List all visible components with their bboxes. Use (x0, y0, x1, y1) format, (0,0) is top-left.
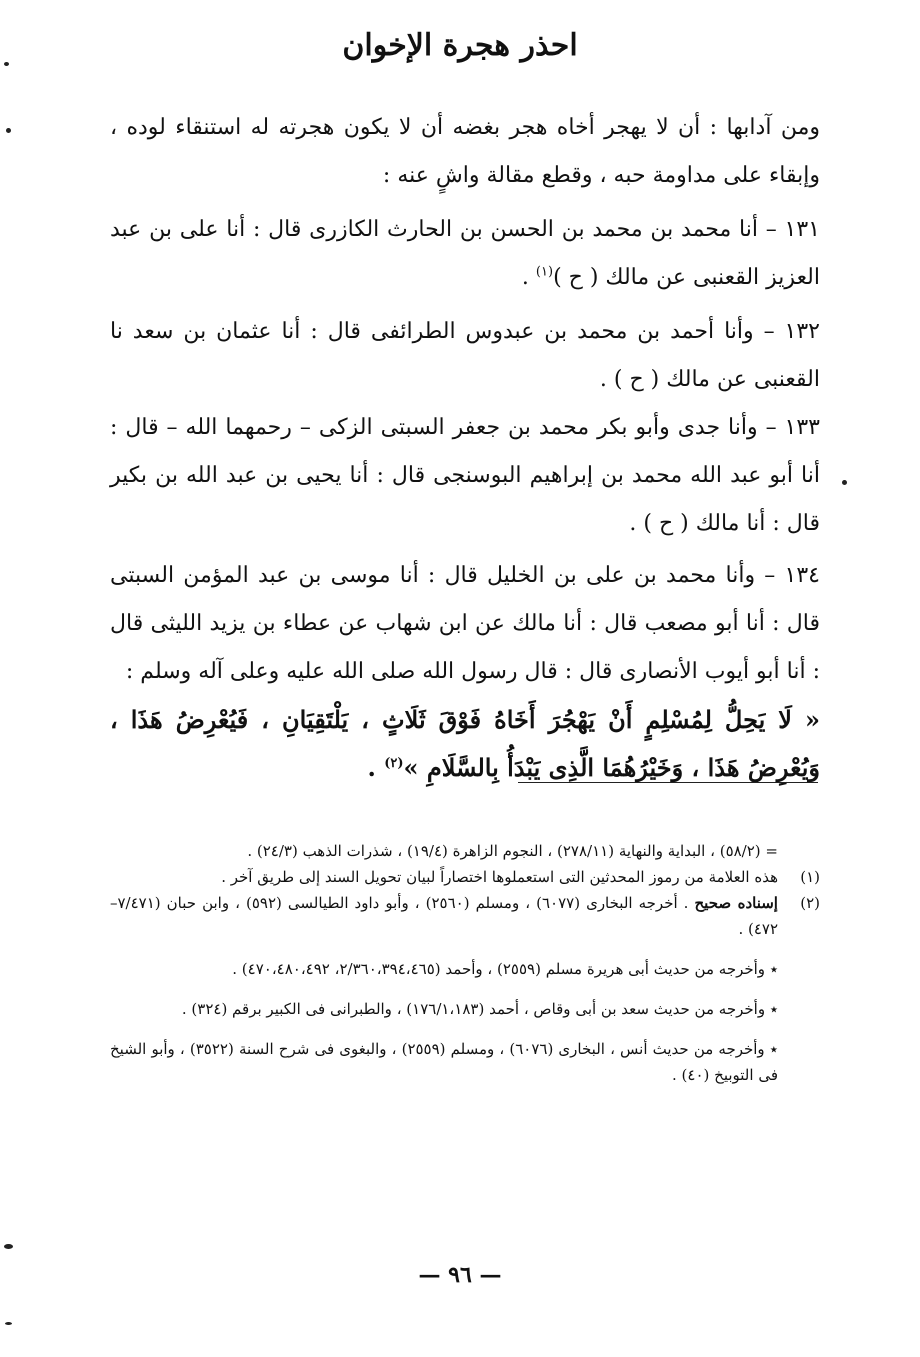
intro-paragraph (110, 104, 820, 200)
paragraph-text (110, 206, 820, 302)
footnote-item (110, 864, 820, 890)
footnote-number: (١) (800, 868, 820, 886)
paragraph-text: ومن آدابها : أن لا يهجر أخاه هجر بغضه أن لا يكون هجرته له استنقاء لوده ، وإبقاء على مداومة حبه ، وقطع مقالة واشٍ عنه : (110, 115, 820, 188)
footnote-continuation (110, 838, 820, 864)
scan-speck (4, 62, 9, 66)
paragraph-text: ١٣٢ – وأنا أحمد بن محمد بن عبدوس الطرائفى قال : أنا عثمان بن سعد نا القعنبى عن مالك ( ح ) . (110, 319, 820, 392)
footnote-note: ٭ وأخرجه من حديث أبى هريرة مسلم (٢٥٥٩) ، وأحمد (٢/٣٦٠،٣٩٤،٤٦٥، ٤٧٠،٤٨٠،٤٩٢) . (232, 960, 778, 978)
page-number: — ٩٦ — (418, 1262, 502, 1288)
footnote-ref-2: (٢) (384, 756, 404, 771)
narration-131 (110, 206, 820, 302)
scan-speck (842, 480, 847, 485)
footnote-item (110, 890, 820, 942)
narration-131-text: ١٣١ – أنا محمد بن محمد بن الحسن بن الحارث الكازرى قال : أنا على بن عبد العزيز القعنبى عن مالك ( ح ) (110, 217, 820, 290)
footnote-separator (518, 782, 818, 783)
hadith-body: « لَا يَحِلُّ لِمُسْلِمٍ أَنْ يَهْجُرَ أَخَاهُ فَوْقَ ثَلَاثٍ ، يَلْتَقِيَانِ ، فَيُعْرِضُ هَذَا ، وَيُعْرِضُ هَذَا ، وَخَيْرُهُمَا الَّذِى يَبْدَأُ بِالسَّلَامِ » (110, 705, 820, 782)
page-title: احذر هجرة الإخوان (342, 28, 578, 63)
paragraph-text: ١٣٤ – وأنا محمد بن على بن الخليل قال : أنا موسى بن عبد المؤمن السبتى قال : أنا أبو مصعب قال : أنا مالك عن ابن شهاب عن عطاء بن يزيد الليثى قال : أنا أبو أيوب الأنصارى قال : قال رسول الله صلى الله عليه وعلى آله وسلم : (110, 563, 820, 684)
narration-132 (110, 308, 820, 404)
footnote-bold-lead: إسناده صحيح (694, 894, 778, 912)
footnote-text: . أخرجه البخارى (٦٠٧٧) ، ومسلم (٢٥٦٠) ، وأبو داود الطيالسى (٥٩٢) ، وابن حبان (٧/٤٧١–٤٧٢) . (110, 894, 778, 938)
footnote-note: ٭ وأخرجه من حديث سعد بن أبى وقاص ، أحمد (١٧٦/١،١٨٣) ، والطبرانى فى الكبير برقم (٣٢٤) . (181, 1000, 778, 1018)
footnotes (110, 838, 820, 1088)
footnote-ref-1: (١) (535, 264, 554, 280)
footnote-note: ٭ وأخرجه من حديث أنس ، البخارى (٦٠٧٦) ، ومسلم (٢٥٥٩) ، والبغوى فى شرح السنة (٣٥٢٢) ، وأبو الشيخ فى التوبيخ (٤٠) . (110, 1040, 778, 1084)
scan-speck (5, 1322, 12, 1325)
scan-speck (6, 128, 11, 133)
narration-134 (110, 552, 820, 792)
narration-131-end: . (521, 265, 536, 290)
paragraph-text: ١٣٣ – وأنا جدى وأبو بكر محمد بن جعفر السبتى الزكى – رحمهما الله – قال : أنا أبو عبد الله محمد بن إبراهيم البوسنجى قال : أنا يحيى بن عبد الله بن بكير قال : أنا مالك ( ح ) . (110, 415, 820, 536)
narration-133 (110, 404, 820, 548)
hadith-text (110, 696, 820, 792)
footnote-continuation-text: = (٥٨/٢) ، البداية والنهاية (٢٧٨/١١) ، النجوم الزاهرة (١٩/٤) ، شذرات الذهب (٢٤/٣) . (247, 842, 778, 860)
scan-speck (4, 1244, 13, 1249)
footnote-number: (٢) (800, 894, 820, 912)
hadith-end: . (367, 753, 385, 782)
footnote-text: هذه العلامة من رموز المحدثين التى استعملوها اختصاراً لبيان تحويل السند إلى طريق آخر . (221, 868, 778, 886)
